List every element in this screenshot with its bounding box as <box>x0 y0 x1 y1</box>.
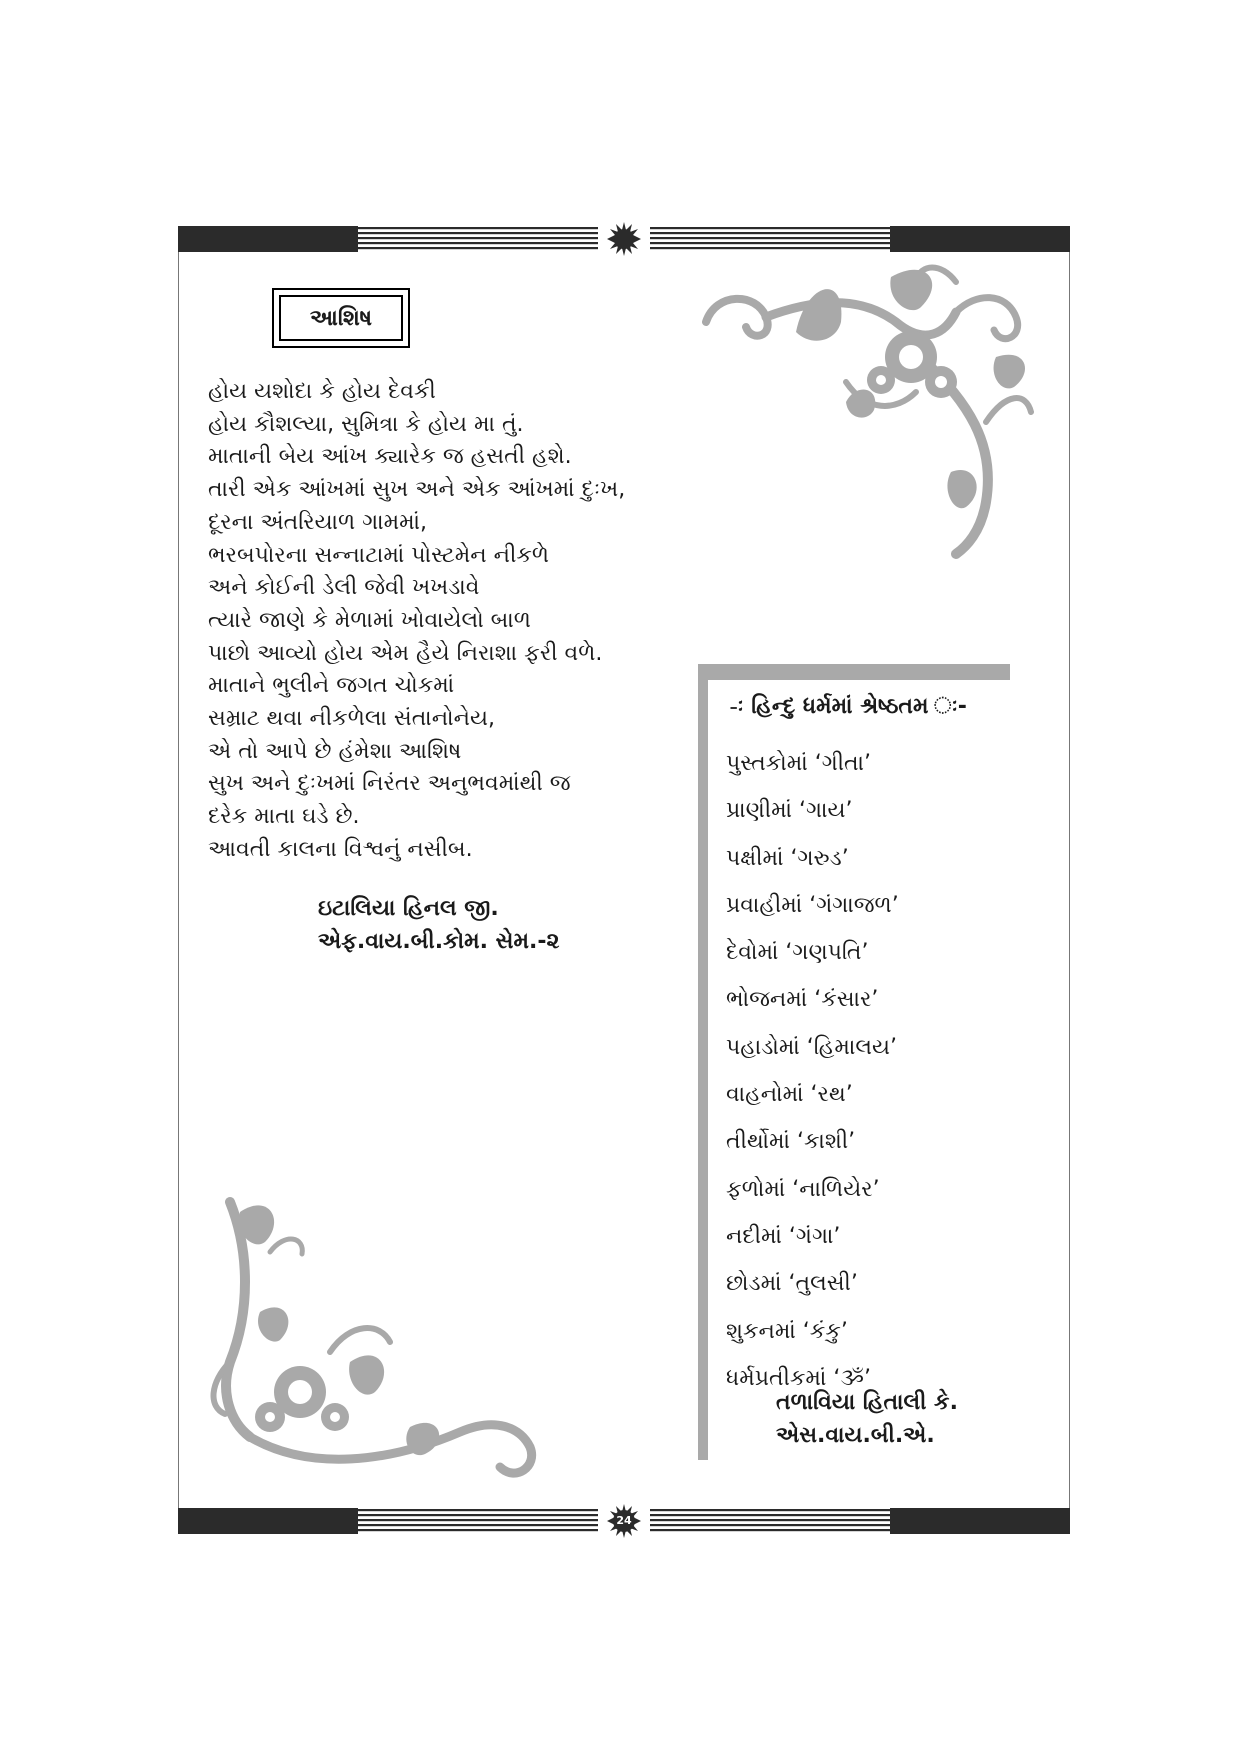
poem-line: હોય કૌશલ્યા, સુમિત્રા કે હોય મા તું. <box>208 411 524 437</box>
poem-author-name: ઇટાલિયા હિનલ જી. <box>318 896 499 921</box>
list-item: દેવોમાં ‘ગણપતિ’ <box>726 940 869 966</box>
sunburst-badge-icon <box>607 222 641 256</box>
poem-body <box>208 376 688 867</box>
page-number-badge <box>607 1504 641 1538</box>
floral-corner-icon <box>210 1192 540 1492</box>
poem-line: સુખ અને દુઃખમાં નિરંતર અનુભવમાંથી જ <box>208 771 571 797</box>
poem-line: દૂરના અંતરિયાળ ગામમાં, <box>208 509 428 535</box>
list-item: પુસ્તકોમાં ‘ગીતા’ <box>726 751 872 776</box>
list-item: પક્ષીમાં ‘ગરુડ’ <box>726 845 849 871</box>
list-item: છોડમાં ‘તુલસી’ <box>726 1271 858 1297</box>
poem-author-class: એફ.વાય.બી.કોમ. સેમ.-૨ <box>318 929 560 954</box>
poem-line: તારી એક આંખમાં સુખ અને એક આંખમાં દુઃખ, <box>208 477 626 503</box>
list-item: ફળોમાં ‘નાળિયેર’ <box>726 1176 880 1202</box>
poem-title: આશિષ <box>279 295 403 341</box>
list-item: ભોજનમાં ‘કંસાર’ <box>726 987 879 1013</box>
list-item: પ્રાણીમાં ‘ગાય’ <box>726 798 853 824</box>
list-item: તીર્થોમાં ‘કાશી’ <box>726 1129 856 1155</box>
panel-top-bar <box>698 664 1010 680</box>
list-item: પ્રવાહીમાં ‘ગંગાજળ’ <box>726 892 899 918</box>
best-in-hinduism-panel <box>698 664 1010 1460</box>
list-item: પહાડોમાં ‘હિમાલય’ <box>726 1034 897 1060</box>
list-item: નદીમાં ‘ગંગા’ <box>726 1223 841 1249</box>
poem-line: ત્યારે જાણે કે મેળામાં ખોવાયેલો બાળ <box>208 607 531 633</box>
floral-corner-icon <box>696 262 1036 562</box>
list-author-name: તળાવિયા હિતાલી કે. <box>776 1390 958 1415</box>
poem-line: આવતી કાલના વિશ્વનું નસીબ. <box>208 836 473 862</box>
list-item: વાહનોમાં ‘રથ’ <box>726 1082 853 1108</box>
poem-title-box <box>272 288 410 348</box>
poem-line: પાછો આવ્યો હોય એમ હૈયે નિરાશા ફરી વળે. <box>208 640 603 666</box>
poem-line: ભરબપોરના સન્નાટામાં પોસ્ટમેન નીકળે <box>208 542 550 568</box>
list-item: ધર્મપ્રતીકમાં ‘ૐ’ <box>726 1365 872 1391</box>
panel-left-bar <box>698 664 708 1460</box>
list-author <box>776 1386 1010 1452</box>
poem-line: માતાને ભુલીને જગત ચોકમાં <box>208 673 455 699</box>
header-band <box>178 226 1070 252</box>
list-item: શુકનમાં ‘કંકુ’ <box>726 1318 848 1344</box>
list-heading: -ઃ હિન્દુ ધર્મમાં શ્રેષ્ઠતમ ઃ- <box>730 694 967 719</box>
poem-line: હોય યશોદા કે હોય દેવકી <box>208 379 436 404</box>
best-list <box>726 740 1006 1402</box>
list-author-class: એસ.વાય.બી.એ. <box>776 1423 935 1448</box>
poem-line: એ તો આપે છે હંમેશા આશિષ <box>208 738 462 764</box>
poem-line: દરેક માતા ઘડે છે. <box>208 804 360 830</box>
footer-band <box>178 1508 1070 1534</box>
poem-line: સમ્રાટ થવા નીકળેલા સંતાનોનેય, <box>208 706 495 732</box>
poem-line: માતાની બેય આંખ ક્યારેક જ હસતી હશે. <box>208 444 572 470</box>
poem-line: અને કોઈની ડેલી જેવી ખખડાવે <box>208 575 480 601</box>
page-number: 24 <box>616 1514 632 1527</box>
poem-author <box>318 892 648 958</box>
